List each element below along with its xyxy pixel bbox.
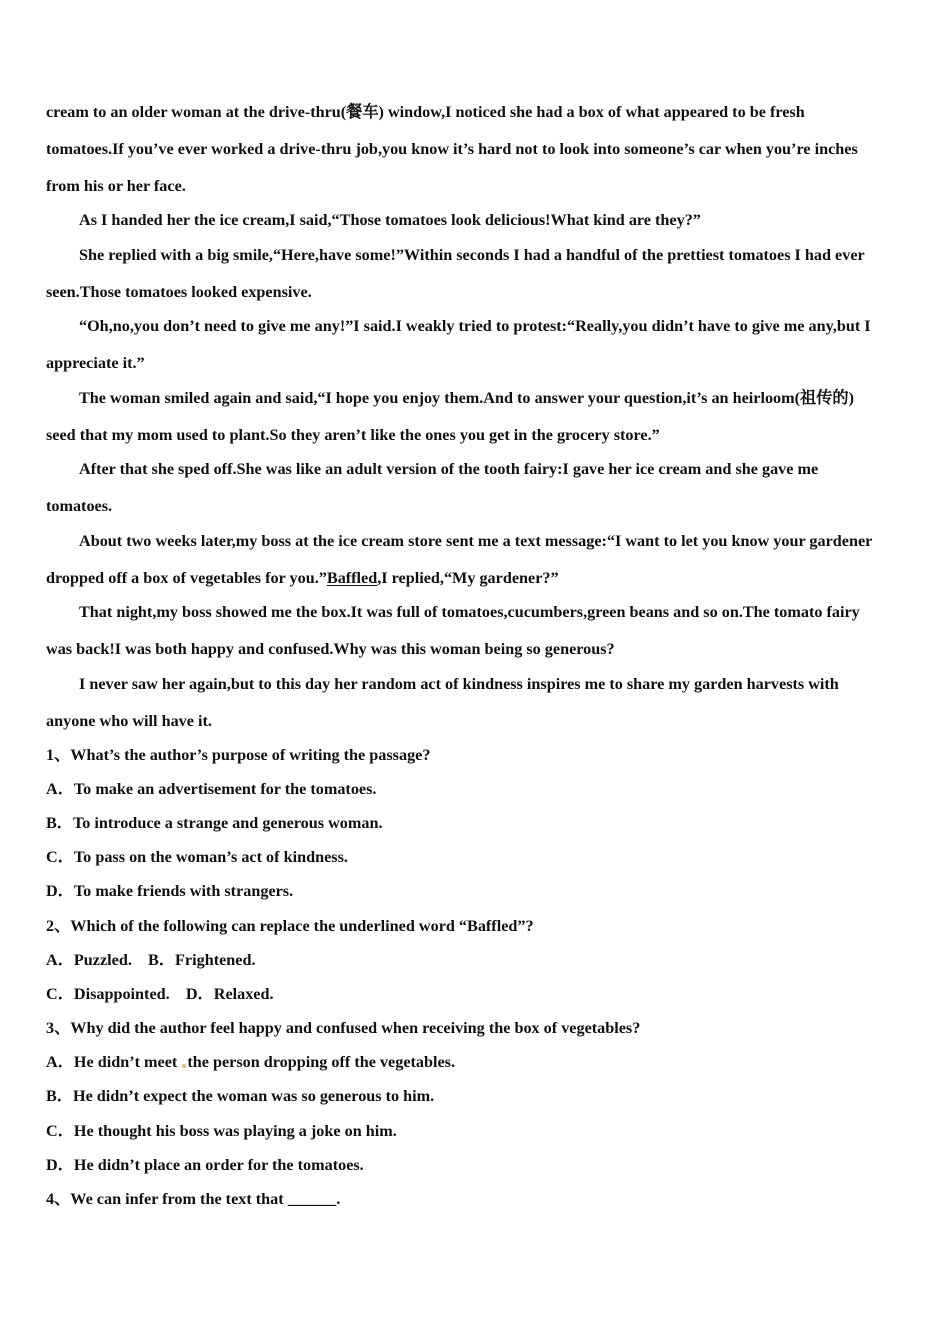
passage-line — [46, 568, 559, 588]
passage-line: was back!I was both happy and confused.Why was this woman being so generous? — [46, 640, 615, 658]
answer-option: C．He thought his boss was playing a joke on him. — [46, 1122, 397, 1140]
passage-text: ,I replied,“My gardener?” — [377, 569, 559, 587]
passage-line: anyone who will have it. — [46, 712, 212, 730]
answer-options-row: C．Disappointed. D．Relaxed. — [46, 985, 274, 1003]
passage-line: appreciate it.” — [46, 354, 145, 372]
watermark-mark — [182, 1064, 186, 1068]
question-stem: 1、What’s the author’s purpose of writing the passage? — [46, 746, 431, 764]
question-stem: 3、Why did the author feel happy and confused when receiving the box of vegetables? — [46, 1019, 641, 1037]
answer-text: the person dropping off the vegetables. — [187, 1053, 456, 1071]
passage-line: About two weeks later,my boss at the ice cream store sent me a text message:“I want to let you know your gardener — [79, 532, 873, 550]
passage-line: seed that my mom used to plant.So they aren’t like the ones you get in the grocery store.” — [46, 426, 660, 444]
passage-text: dropped off a box of vegetables for you.” — [46, 569, 327, 587]
passage-line: tomatoes.If you’ve ever worked a drive-thru job,you know it’s hard not to look into someone’s car when you’re inches — [46, 140, 858, 158]
answer-text: A．He didn’t meet — [46, 1053, 182, 1071]
question-stem: 4、We can infer from the text that ______. — [46, 1190, 341, 1208]
passage-line: The woman smiled again and said,“I hope you enjoy them.And to answer your question,it’s an heirloom(祖传的) — [79, 389, 854, 407]
passage-line: “Oh,no,you don’t need to give me any!”I said.I weakly tried to protest:“Really,you didn’t have to give me any,but I — [79, 317, 871, 335]
passage-line: After that she sped off.She was like an adult version of the tooth fairy:I gave her ice cream and she gave me — [79, 460, 819, 478]
answer-option: A．To make an advertisement for the tomatoes. — [46, 780, 377, 798]
answer-option: C．To pass on the woman’s act of kindness. — [46, 848, 348, 866]
passage-line: seen.Those tomatoes looked expensive. — [46, 283, 312, 301]
passage-line: from his or her face. — [46, 177, 186, 195]
passage-line: She replied with a big smile,“Here,have some!”Within seconds I had a handful of the prettiest tomatoes I had ever — [79, 246, 865, 264]
passage-line: tomatoes. — [46, 497, 113, 515]
answer-options-row: A．Puzzled. B．Frightened. — [46, 951, 256, 969]
answer-option: B．To introduce a strange and generous woman. — [46, 814, 383, 832]
answer-option: D．To make friends with strangers. — [46, 882, 294, 900]
passage-line: As I handed her the ice cream,I said,“Those tomatoes look delicious!What kind are they?” — [79, 211, 701, 229]
answer-option: D．He didn’t place an order for the tomatoes. — [46, 1156, 364, 1174]
passage-line: I never saw her again,but to this day her random act of kindness inspires me to share my garden harvests with — [79, 675, 839, 693]
passage-line: That night,my boss showed me the box.It was full of tomatoes,cucumbers,green beans and so on.The tomato fairy — [79, 603, 860, 621]
underlined-word: Baffled — [326, 569, 378, 587]
answer-option — [46, 1052, 455, 1072]
answer-option: B．He didn’t expect the woman was so generous to him. — [46, 1087, 435, 1105]
question-stem: 2、Which of the following can replace the underlined word “Baffled”? — [46, 917, 534, 935]
passage-line: cream to an older woman at the drive-thru(餐车) window,I noticed she had a box of what appeared to be fresh — [46, 103, 805, 121]
